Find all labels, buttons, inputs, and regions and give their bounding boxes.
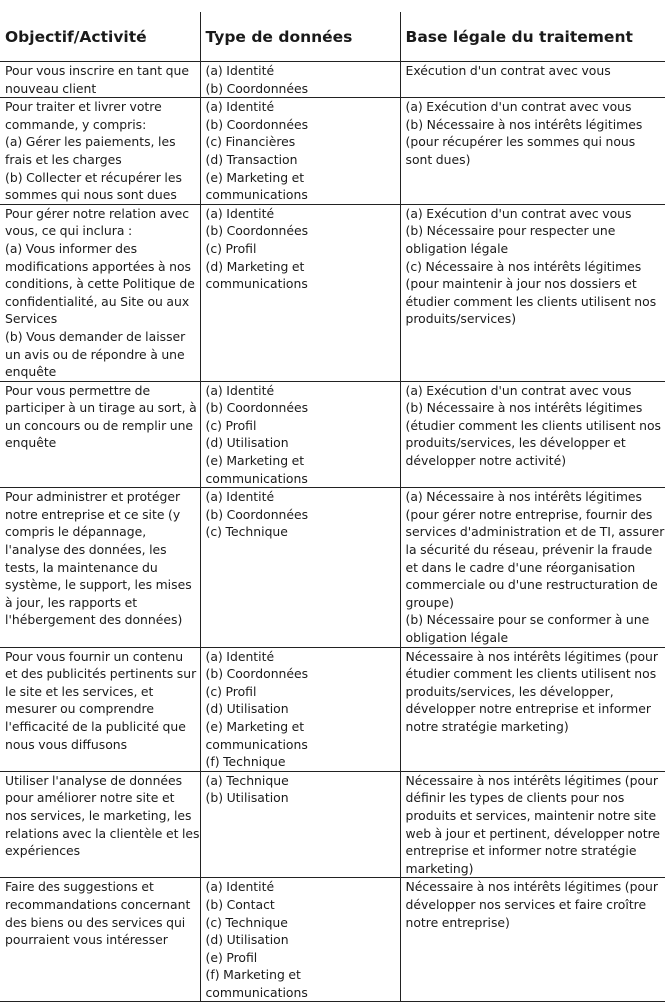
table-row <box>0 62 665 98</box>
cell-text-line: étudier comment les clients utilisent nos <box>405 666 657 682</box>
cell-text-line: commande, y compris: <box>5 116 147 132</box>
cell-text-line: système, le support, les mises <box>5 577 192 593</box>
cell-text-line: mesurer ou comprendre <box>5 701 154 717</box>
cell-text-line: notre stratégie marketing) <box>405 718 569 734</box>
cell-text-line: (c) Profil <box>205 683 257 699</box>
cell-text-line: sont dues) <box>405 151 471 167</box>
cell-text-line: web à jour et pertinent, développer notre <box>405 825 661 841</box>
cell-text-line: l'analyse des données, les <box>5 542 167 558</box>
cell-text-line: confidentialité, au Site ou aux <box>5 293 190 309</box>
objective-cell <box>0 204 200 381</box>
cell-text-line: l'efficacité de la publicité que <box>5 718 186 734</box>
header-legal-basis: Base légale du traitement <box>400 12 665 62</box>
table-row <box>0 878 665 1002</box>
cell-text-line: (c) Financières <box>205 134 296 150</box>
cell-text-line: (e) Marketing et <box>205 453 305 469</box>
cell-text-line: expériences <box>5 843 81 859</box>
cell-text-line: Pour administrer et protéger <box>5 489 181 505</box>
cell-text-line: produits/services, les développer et <box>405 435 626 451</box>
cell-text-line: (b) Coordonnées <box>205 506 309 522</box>
data-type-cell <box>200 62 400 98</box>
cell-text-line: (e) Profil <box>205 949 258 965</box>
cell-text-line: produits/services) <box>405 311 517 327</box>
cell-text-line: Utiliser l'analyse de données <box>5 772 183 788</box>
cell-text-line: (a) Exécution d'un contrat avec vous <box>405 99 632 115</box>
cell-text-line: obligation légale <box>405 630 509 645</box>
objective-cell <box>0 381 200 488</box>
cell-text-line: étudier comment les clients utilisent nos <box>405 293 657 309</box>
data-type-cell <box>200 878 400 1002</box>
cell-text-line: et dans le cadre d'une réorganisation <box>405 559 636 575</box>
cell-text-line: (a) Nécessaire à nos intérêts légitimes <box>405 489 643 505</box>
cell-text-line: développer nos services et faire croître <box>405 896 647 912</box>
cell-text-line: communications <box>205 470 308 486</box>
cell-text-line: produits et services, maintenir notre site <box>405 807 657 823</box>
cell-text-line: et des publicités pertinents sur <box>5 666 197 682</box>
cell-text-line: (a) Gérer les paiements, les <box>5 134 176 150</box>
table-row <box>0 381 665 488</box>
cell-text-line: modifications apportées à nos <box>5 258 192 274</box>
cell-text-line: (a) Identité <box>205 489 275 505</box>
cell-text-line: compris le dépannage, <box>5 524 147 540</box>
cell-text-line: (e) Marketing et <box>205 169 305 185</box>
cell-text-line: (f) Marketing et <box>205 967 301 983</box>
cell-text-line: un concours ou de remplir une <box>5 417 194 433</box>
cell-text-line: (pour maintenir à jour nos dossiers et <box>405 276 637 292</box>
cell-text-line: tests, la maintenance du <box>5 559 158 575</box>
cell-text-line: (c) Technique <box>205 914 288 930</box>
cell-text-line: à jour, les rapports et <box>5 594 138 610</box>
cell-text-line: communications <box>205 187 308 203</box>
cell-text-line: (d) Utilisation <box>205 701 289 717</box>
cell-text-line: (b) Nécessaire à nos intérêts légitimes <box>405 116 643 132</box>
cell-text-line: (d) Marketing et <box>205 258 305 274</box>
cell-text-line: (b) Coordonnées <box>205 666 309 682</box>
cell-text-line: Nécessaire à nos intérêts légitimes (pour <box>405 772 658 788</box>
cell-text-line: frais et les charges <box>5 151 122 167</box>
objective-cell <box>0 647 200 771</box>
cell-text-line: communications <box>205 276 308 292</box>
cell-text-line: (d) Utilisation <box>205 435 289 451</box>
cell-text-line: (pour récupérer les sommes qui nous <box>405 134 636 150</box>
cell-text-line: (f) Technique <box>205 754 286 770</box>
cell-text-line: relations avec la clientèle et les <box>5 825 200 841</box>
cell-text-line: (b) Coordonnées <box>205 80 309 96</box>
cell-text-line: (a) Identité <box>205 63 275 78</box>
legal-basis-cell <box>400 204 665 381</box>
cell-text-line: (étudier comment les clients utilisent nos <box>405 417 661 433</box>
legal-basis-cell <box>400 381 665 488</box>
cell-text-line: (b) Utilisation <box>205 790 289 806</box>
cell-text-line: un avis ou de répondre à une <box>5 346 185 362</box>
objective-cell <box>0 878 200 1002</box>
cell-text-line: nouveau client <box>5 80 97 96</box>
cell-text-line: (a) Identité <box>205 205 275 221</box>
cell-text-line: groupe) <box>405 594 454 610</box>
legal-basis-cell <box>400 98 665 205</box>
cell-text-line: (c) Profil <box>205 417 257 433</box>
cell-text-line: produits/services, les développer, <box>405 683 614 699</box>
cell-text-line: nous vous diffusons <box>5 736 128 752</box>
cell-text-line: (pour gérer notre entreprise, fournir des <box>405 506 653 522</box>
cell-text-line: (b) Coordonnées <box>205 223 309 239</box>
cell-text-line: l'hébergement des données) <box>5 612 183 628</box>
cell-text-line: la sécurité du réseau, prévenir la fraude <box>405 542 653 558</box>
table-row <box>0 98 665 205</box>
cell-text-line: (b) Nécessaire pour se conformer à une <box>405 612 650 628</box>
cell-text-line: notre entreprise et ce site (y <box>5 506 181 522</box>
cell-text-line: (a) Technique <box>205 772 289 788</box>
legal-basis-cell <box>400 647 665 771</box>
cell-text-line: conditions, à cette Politique de <box>5 276 195 292</box>
cell-text-line: (a) Identité <box>205 879 275 895</box>
table-header-row <box>0 12 665 62</box>
objective-cell <box>0 488 200 647</box>
cell-text-line: communications <box>205 984 308 1000</box>
table-row <box>0 488 665 647</box>
legal-basis-cell <box>400 488 665 647</box>
cell-text-line: (a) Identité <box>205 648 275 664</box>
cell-text-line: Services <box>5 311 58 327</box>
cell-text-line: Exécution d'un contrat avec vous <box>405 63 611 78</box>
cell-text-line: Pour vous inscrire en tant que <box>5 63 189 78</box>
cell-text-line: enquête <box>5 364 57 380</box>
cell-text-line: (c) Technique <box>205 524 288 540</box>
cell-text-line: notre entreprise) <box>405 914 510 930</box>
cell-text-line: pourraient vous intéresser <box>5 932 168 948</box>
cell-text-line: recommandations concernant <box>5 896 191 912</box>
header-data-type: Type de données <box>200 12 400 62</box>
data-type-cell <box>200 771 400 878</box>
cell-text-line: (b) Nécessaire à nos intérêts légitimes <box>405 400 643 416</box>
cell-text-line: communications <box>205 736 308 752</box>
objective-cell <box>0 98 200 205</box>
cell-text-line: marketing) <box>405 860 474 876</box>
data-type-cell <box>200 381 400 488</box>
processing-table <box>0 12 665 1002</box>
cell-text-line: Nécessaire à nos intérêts légitimes (pour <box>405 879 658 895</box>
cell-text-line: (c) Profil <box>205 240 257 256</box>
cell-text-line: (a) Identité <box>205 99 275 115</box>
table-body <box>0 62 665 1002</box>
header-objective: Objectif/Activité <box>0 12 200 62</box>
legal-basis-cell <box>400 878 665 1002</box>
cell-text-line: (e) Marketing et <box>205 718 305 734</box>
cell-text-line: enquête <box>5 435 57 451</box>
cell-text-line: (d) Transaction <box>205 151 298 167</box>
data-type-cell <box>200 98 400 205</box>
cell-text-line: (b) Coordonnées <box>205 400 309 416</box>
legal-basis-cell <box>400 62 665 98</box>
cell-text-line: (a) Identité <box>205 382 275 398</box>
cell-text-line: (c) Nécessaire à nos intérêts légitimes <box>405 258 642 274</box>
cell-text-line: (b) Coordonnées <box>205 116 309 132</box>
cell-text-line: (b) Contact <box>205 896 275 912</box>
objective-cell <box>0 62 200 98</box>
cell-text-line: Pour traiter et livrer votre <box>5 99 162 115</box>
cell-text-line: développer notre entreprise et informer <box>405 701 651 717</box>
objective-cell <box>0 771 200 878</box>
cell-text-line: (b) Collecter et récupérer les <box>5 169 182 185</box>
table-row <box>0 647 665 771</box>
legal-basis-cell <box>400 771 665 878</box>
cell-text-line: vous, ce qui inclura : <box>5 223 133 239</box>
cell-text-line: définir les types de clients pour nos <box>405 790 625 806</box>
cell-text-line: (a) Exécution d'un contrat avec vous <box>405 205 632 221</box>
cell-text-line: le site et les services, et <box>5 683 154 699</box>
cell-text-line: (b) Vous demander de laisser <box>5 328 186 344</box>
data-type-cell <box>200 204 400 381</box>
cell-text-line: Pour vous fournir un contenu <box>5 648 184 664</box>
table-row <box>0 204 665 381</box>
cell-text-line: (b) Nécessaire pour respecter une <box>405 223 616 239</box>
cell-text-line: (a) Exécution d'un contrat avec vous <box>405 382 632 398</box>
data-type-cell <box>200 647 400 771</box>
cell-text-line: (a) Vous informer des <box>5 240 138 256</box>
cell-text-line: commerciale ou d'une restructuration de <box>405 577 658 593</box>
table-row <box>0 771 665 878</box>
cell-text-line: (d) Utilisation <box>205 932 289 948</box>
cell-text-line: pour améliorer notre site et <box>5 790 175 806</box>
cell-text-line: nos services, le marketing, les <box>5 807 192 823</box>
cell-text-line: des biens ou des services qui <box>5 914 186 930</box>
cell-text-line: Pour vous permettre de <box>5 382 151 398</box>
cell-text-line: services d'administration et de TI, assurer <box>405 524 665 540</box>
cell-text-line: Nécessaire à nos intérêts légitimes (pour <box>405 648 658 664</box>
cell-text-line: obligation légale <box>405 240 509 256</box>
cell-text-line: entreprise et informer notre stratégie <box>405 843 637 859</box>
cell-text-line: Faire des suggestions et <box>5 879 154 895</box>
cell-text-line: participer à un tirage au sort, à <box>5 400 197 416</box>
cell-text-line: sommes qui nous sont dues <box>5 187 177 203</box>
cell-text-line: développer notre activité) <box>405 453 567 469</box>
data-type-cell <box>200 488 400 647</box>
cell-text-line: Pour gérer notre relation avec <box>5 205 190 221</box>
